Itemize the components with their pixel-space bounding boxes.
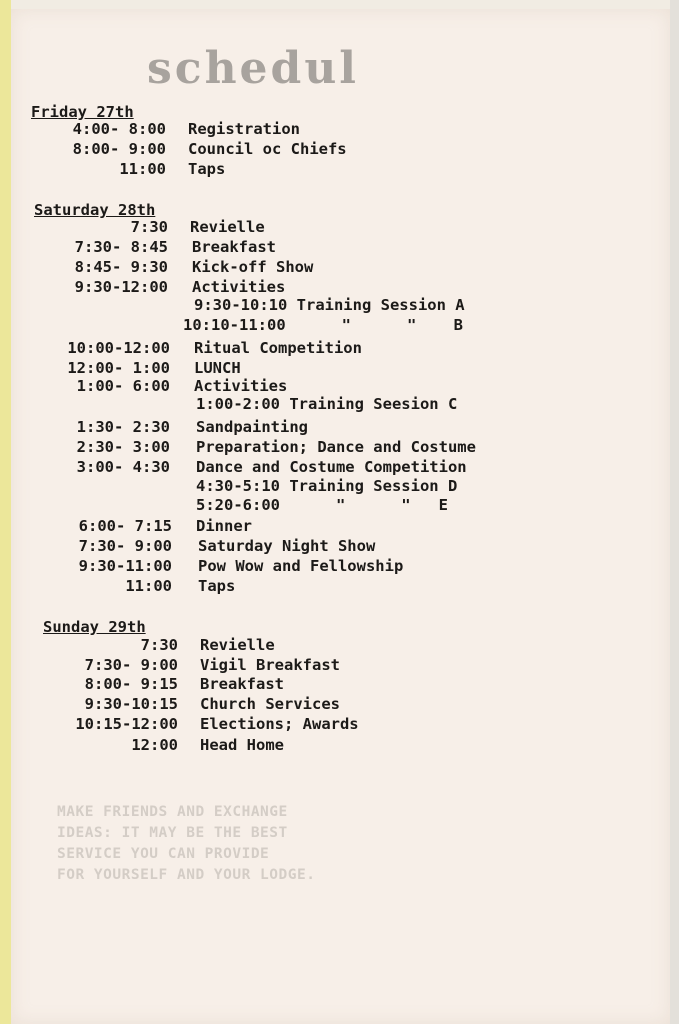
row-activity: Revielle: [190, 218, 265, 236]
day-heading-sunday: Sunday 29th: [43, 618, 146, 636]
row-activity: Elections; Awards: [200, 715, 359, 733]
row-time: 11:00: [125, 577, 172, 595]
row-time: 12:00: [131, 736, 178, 754]
row-time: 9:30-11:00: [78, 557, 172, 575]
row-activity: Registration: [188, 120, 300, 138]
row-activity: Preparation; Dance and Costume: [196, 438, 476, 456]
row-time: 10:00-12:00: [67, 339, 170, 357]
row-time: 6:00- 7:15: [78, 517, 172, 535]
day-heading-friday: Friday 27th: [31, 103, 134, 121]
row-activity: Vigil Breakfast: [200, 656, 340, 674]
row-activity: 4:30-5:10 Training Session D: [196, 477, 458, 495]
day-heading-saturday: Saturday 28th: [34, 201, 156, 219]
row-activity: Breakfast: [192, 238, 276, 256]
row-time: 7:30- 8:45: [74, 238, 168, 256]
row-activity: 9:30-10:10 Training Session A: [194, 296, 465, 314]
row-activity: Dinner: [196, 517, 252, 535]
row-activity: Saturday Night Show: [198, 537, 376, 555]
row-activity: Council oc Chiefs: [188, 140, 347, 158]
row-time: 9:30-12:00: [74, 278, 168, 296]
row-activity: Church Services: [200, 695, 340, 713]
row-activity: Taps: [198, 577, 236, 595]
row-activity: Activities: [192, 278, 286, 296]
row-time: 7:30: [140, 636, 178, 654]
row-time: 4:00- 8:00: [72, 120, 166, 138]
row-time: 3:00- 4:30: [76, 458, 170, 476]
footer-note-line: MAKE FRIENDS AND EXCHANGE: [57, 804, 288, 820]
row-activity: Taps: [188, 160, 226, 178]
row-time: 8:00- 9:15: [84, 675, 178, 693]
row-activity: Ritual Competition: [194, 339, 362, 357]
row-time: 11:00: [119, 160, 166, 178]
row-time: 2:30- 3:00: [76, 438, 170, 456]
row-time: 7:30: [130, 218, 168, 236]
row-time: 8:45- 9:30: [74, 258, 168, 276]
row-activity: Head Home: [200, 736, 284, 754]
page-edge: [0, 0, 11, 1024]
row-time: 1:00- 6:00: [76, 377, 170, 395]
row-time: 8:00- 9:00: [72, 140, 166, 158]
row-activity: LUNCH: [194, 359, 241, 377]
row-time: 10:15-12:00: [75, 715, 178, 733]
row-time: 7:30- 9:00: [84, 656, 178, 674]
paper-sheet: [11, 9, 670, 1024]
row-time: 9:30-10:15: [84, 695, 178, 713]
row-time: 1:30- 2:30: [76, 418, 170, 436]
row-activity: 1:00-2:00 Training Seesion C: [196, 395, 458, 413]
row-activity: Revielle: [200, 636, 275, 654]
row-activity: Sandpainting: [196, 418, 308, 436]
footer-note: [57, 802, 315, 886]
row-activity: 5:20-6:00 " " E: [196, 496, 448, 514]
page-edge-right: [670, 0, 679, 1024]
row-activity: 10:10-11:00 " " B: [183, 316, 463, 334]
footer-note-line: SERVICE YOU CAN PROVIDE: [57, 846, 270, 862]
row-activity: Pow Wow and Fellowship: [198, 557, 404, 575]
row-time: 7:30- 9:00: [78, 537, 172, 555]
row-activity: Dance and Costume Competition: [196, 458, 467, 476]
row-time: 12:00- 1:00: [67, 359, 170, 377]
footer-note-line: IDEAS: IT MAY BE THE BEST: [57, 825, 288, 841]
footer-note-line: FOR YOURSELF AND YOUR LODGE.: [57, 867, 316, 883]
page-title: schedul: [147, 43, 360, 94]
row-activity: Activities: [194, 377, 288, 395]
row-activity: Breakfast: [200, 675, 284, 693]
row-activity: Kick-off Show: [192, 258, 314, 276]
